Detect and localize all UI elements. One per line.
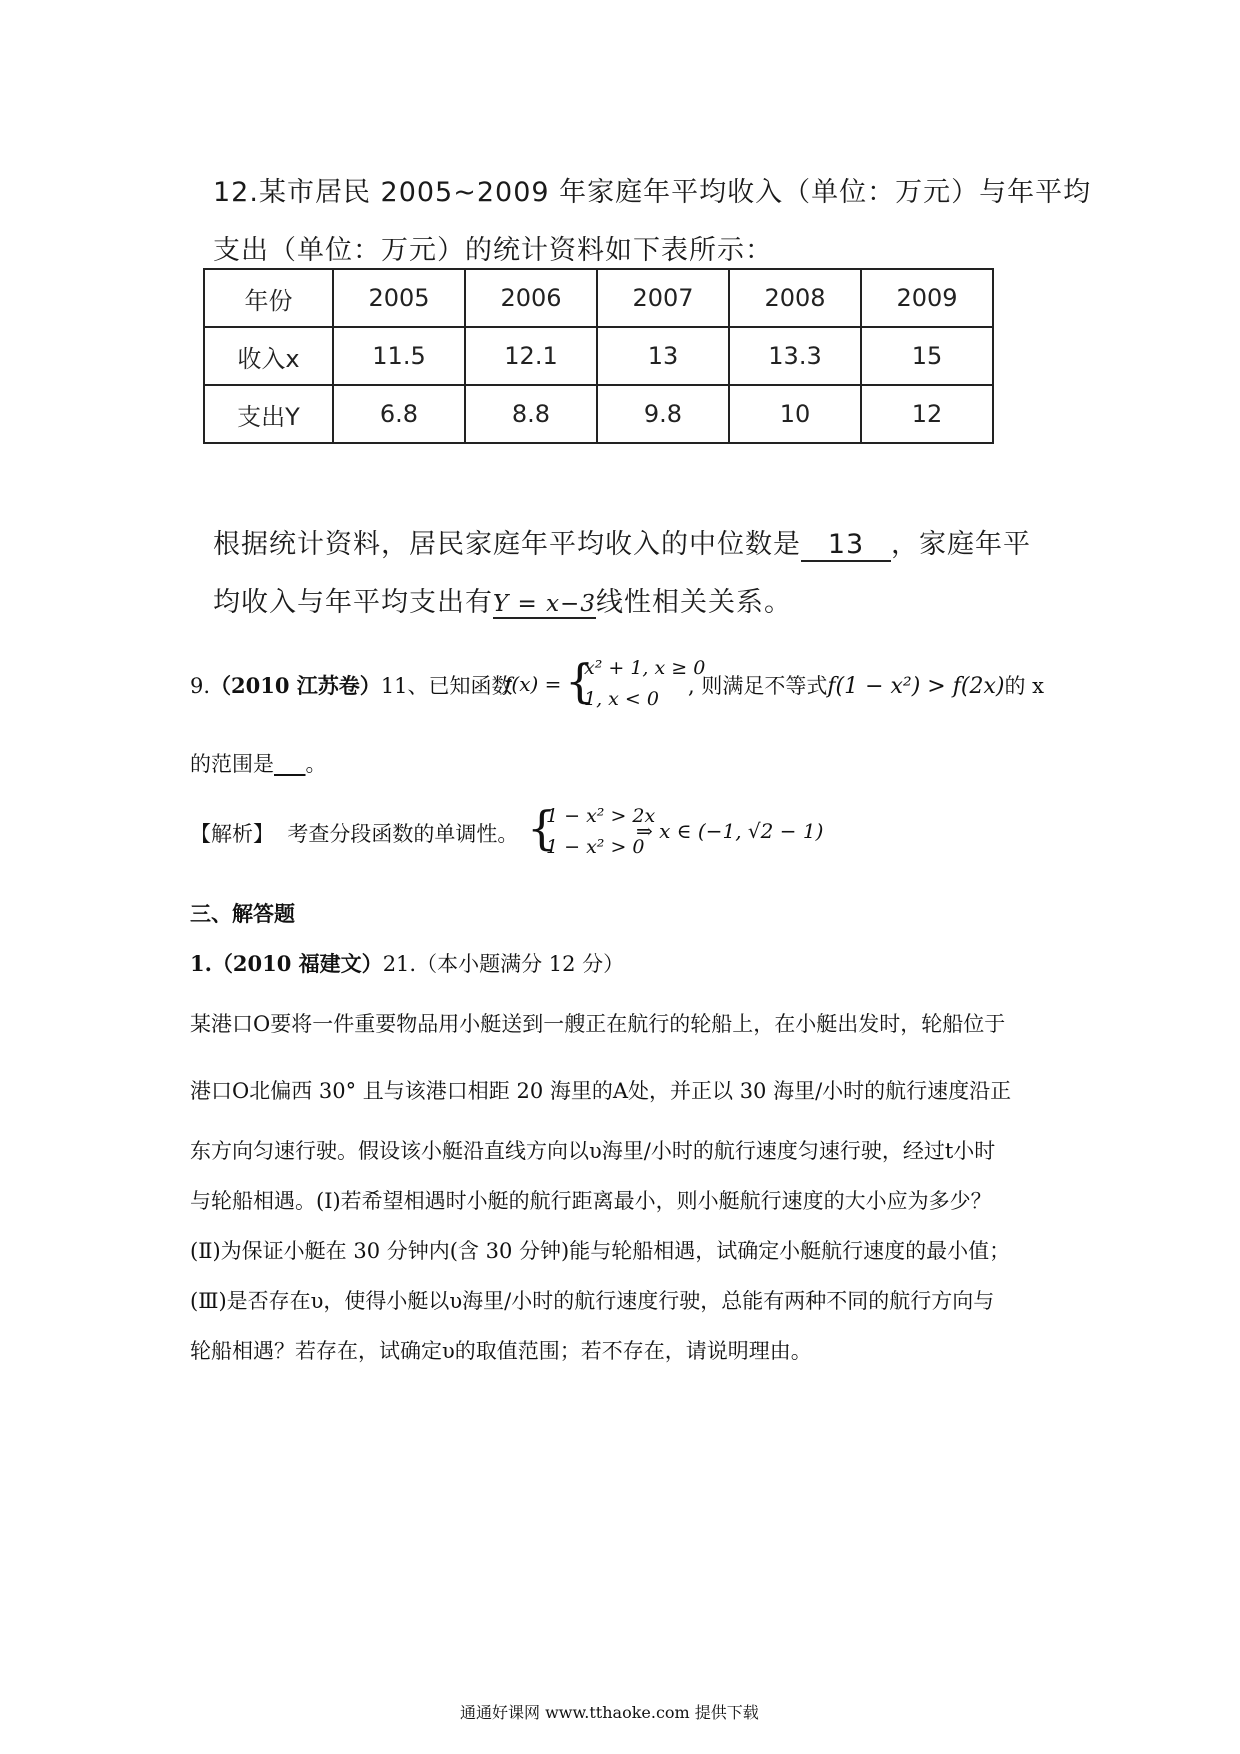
problem1-label: 1.（2010 福建文） [190,951,383,976]
problem1-text-line: 轮船相遇？若存在，试确定υ的取值范围；若不存在，请说明理由。 [190,1339,812,1363]
problem1-header [190,948,624,978]
table-cell: 2009 [861,269,993,327]
problem12-answer-line1 [213,522,1031,562]
problem1-text-line: 与轮船相遇。(Ⅰ)若希望相遇时小艇的航行距离最小，则小艇航行速度的大小应为多少？ [190,1189,992,1213]
table-row [204,385,993,443]
table-cell: 2008 [729,269,861,327]
table-cell: 2006 [465,269,597,327]
table-cell: 10 [729,385,861,443]
problem9-line1 [190,670,513,700]
range-blank: ___ [274,751,306,776]
table-cell: 6.8 [333,385,465,443]
table-cell: 13.3 [729,327,861,385]
problem9-number: 11、已知函数 [380,674,513,698]
function-name: f(x) = [504,672,562,696]
problem9-line2 [190,748,327,778]
table-cell: 11.5 [333,327,465,385]
problem9-label: 9. [190,674,211,698]
analysis-result: ⇒ x ∈ (−1, √2 − 1) [636,819,824,843]
piecewise-brace: { [565,654,595,708]
analysis-line [190,818,518,848]
condition-tail: 的 x [1004,674,1044,698]
system-eq-2: 1 − x² > 0 [546,836,645,858]
problem1-text-line: 东方向匀速行驶。假设该小艇沿直线方向以υ海里/小时的航行速度匀速行驶，经过t小时 [190,1139,996,1163]
table-cell: 8.8 [465,385,597,443]
table-cell: 2007 [597,269,729,327]
problem12-line1: 12.某市居民 2005~2009 年家庭年平均收入（单位：万元）与年平均 [213,177,1092,208]
analysis-text: 考查分段函数的单调性。 [287,822,519,846]
answer-text: 线性相关关系。 [595,587,792,618]
table-cell: 12 [861,385,993,443]
table-cell: 12.1 [465,327,597,385]
piecewise-case-1: x² + 1, x ≥ 0 [584,657,706,679]
system-eq-1: 1 − x² > 2x [546,805,656,827]
range-text: 的范围是 [190,752,274,776]
problem9-source: （2010 江苏卷） [210,673,381,698]
section-title: 三、解答题 [190,901,295,926]
problem12-answer-line2 [213,580,792,619]
problem9-condition [688,670,1044,700]
table-cell: 年份 [204,269,333,327]
stats-table [203,268,994,444]
relation-answer: Y = x−3 [493,591,596,617]
piecewise-case-2: 1, x < 0 [584,688,659,710]
table-cell: 支出Y [204,385,333,443]
answer-text: 根据统计资料，居民家庭年平均收入的中位数是 [213,529,801,560]
analysis-label: 【解析】 [190,822,274,846]
median-answer: 13 [801,529,891,562]
inequality: f(1 − x²) > f(2x) [827,674,1005,699]
page-footer: 通通好课网 www.tthaoke.com 提供下载 [460,1703,759,1722]
problem1-points: 21.（本小题满分 12 分） [382,952,625,976]
problem1-text-line: 港口O北偏西 30° 且与该港口相距 20 海里的A处，并正以 30 海里/小时的航行速度沿正 [190,1079,1012,1103]
problem1-text-line: (Ⅲ)是否存在υ，使得小艇以υ海里/小时的航行速度行驶，总能有两种不同的航行方向与 [190,1289,995,1313]
table-row [204,269,993,327]
answer-text: ，家庭年平 [891,529,1031,560]
range-end: 。 [305,752,327,776]
table-cell: 13 [597,327,729,385]
problem1-text-line: 某港口O要将一件重要物品用小艇送到一艘正在航行的轮船上，在小艇出发时，轮船位于 [190,1012,1006,1036]
problem12-line2: 支出（单位：万元）的统计资料如下表所示： [213,235,773,266]
table-cell: 9.8 [597,385,729,443]
table-cell: 收入x [204,327,333,385]
problem1-text-line: (Ⅱ)为保证小艇在 30 分钟内(含 30 分钟)能与轮船相遇，试确定小艇航行速度的最小值； [190,1239,1011,1263]
answer-text: 均收入与年平均支出有 [213,587,493,618]
table-cell: 15 [861,327,993,385]
table-row [204,327,993,385]
table-cell: 2005 [333,269,465,327]
system-brace: { [527,801,557,855]
condition-text: , 则满足不等式 [688,674,828,698]
